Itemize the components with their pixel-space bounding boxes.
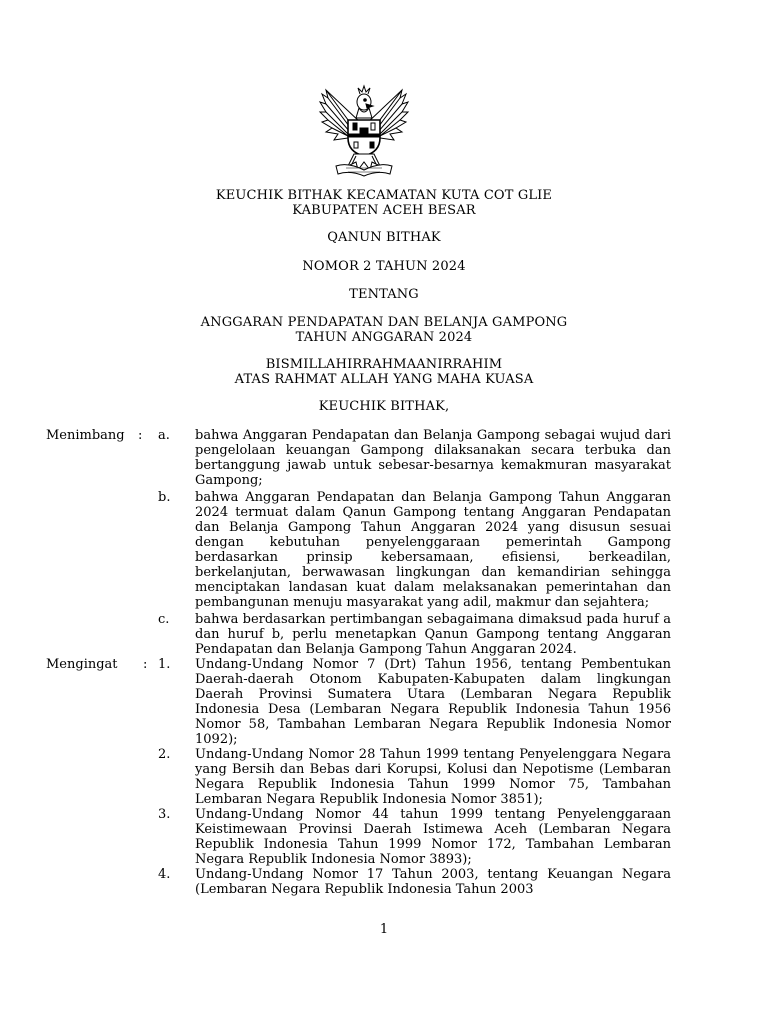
opening-block	[0, 357, 768, 387]
item-marker: 1.	[158, 657, 171, 672]
item-marker: c.	[158, 612, 170, 627]
garuda-emblem-icon	[318, 84, 410, 180]
subject-line-2: TAHUN ANGGARAN 2024	[295, 330, 473, 345]
mengingat-item-3	[0, 807, 768, 867]
authority-line: KEUCHIK BITHAK,	[318, 399, 450, 414]
item-marker: b.	[158, 490, 171, 505]
item-text: Undang-Undang Nomor 28 Tahun 1999 tentang Penyelenggara Negara yang Bersih dan Bebas dari Korupsi, Kolusi dan Nepotisme (Lembaran Negara Republik Indonesia Tahun 1999 Nomor 75, Tambahan Lembaran Negara Republik Indonesia Nomor 3851);	[195, 747, 671, 807]
item-text: Undang-Undang Nomor 7 (Drt) Tahun 1956, tentang Pembentukan Daerah-daerah Otonom Kabupaten-Kabupaten dalam lingkungan Daerah Provinsi Sumatera Utara (Lembaran Negara Republik Indonesia Desa (Lembaran Negara Republik Indonesia Tahun 1956 Nomor 58, Tambahan Lembaran Negara Republik Indonesia Nomor 1092);	[195, 657, 671, 747]
mengingat-item-1	[0, 657, 768, 747]
about-label: TENTANG	[349, 287, 419, 302]
menimbang-item-c	[0, 612, 768, 657]
item-marker: 4.	[158, 867, 171, 882]
item-text: bahwa berdasarkan pertimbangan sebagaimana dimaksud pada huruf a dan huruf b, perlu menetapkan Qanun Gampong tentang Anggaran Pendapatan dan Belanja Gampong Tahun Anggaran 2024.	[195, 612, 671, 657]
doc-number: NOMOR 2 TAHUN 2024	[302, 259, 466, 274]
menimbang-item-a	[0, 428, 768, 488]
item-marker: a.	[158, 428, 170, 443]
item-text: bahwa Anggaran Pendapatan dan Belanja Gampong Tahun Anggaran 2024 termuat dalam Qanun Gampong tentang Anggaran Pendapatan dan Belanja Gampong Tahun Anggaran 2024 yang disusun sesuai dengan kebutuhan penyelenggaraan pemerintah Gampong berdasarkan prinsip kebersamaan, efisiensi, berkeadilan, berkelanjutan, berwawasan lingkungan dan kemandirian sehingga menciptakan landasan kuat dalam melaksanakan pemerintahan dan pembangunan menuju masyarakat yang adil, makmur dan sejahtera;	[195, 490, 671, 610]
subject-line-1: ANGGARAN PENDAPATAN DAN BELANJA GAMPONG	[200, 315, 568, 330]
mengingat-item-2	[0, 747, 768, 807]
item-text: Undang-Undang Nomor 44 tahun 1999 tentang Penyelenggaraan Keistimewaan Provinsi Daerah Istimewa Aceh (Lembaran Negara Republik Indonesia Tahun 1999 Nomor 172, Tambahan Lembaran Negara Republik Indonesia Nomor 3893);	[195, 807, 671, 867]
item-text: bahwa Anggaran Pendapatan dan Belanja Gampong sebagai wujud dari pengelolaan keuangan Gampong dilaksanakan secara terbuka dan bertanggung jawab untuk sebesar-besarnya kemakmuran masyarakat Gampong;	[195, 428, 671, 488]
institution-line-2: KABUPATEN ACEH BESAR	[292, 203, 476, 218]
item-text: Undang-Undang Nomor 17 Tahun 2003, tentang Keuangan Negara (Lembaran Negara Republik Indonesia Tahun 2003	[195, 867, 671, 897]
item-marker: 2.	[158, 747, 171, 762]
heading-institution	[0, 188, 768, 218]
menimbang-label: Menimbang	[46, 428, 125, 443]
doc-type: QANUN BITHAK	[327, 230, 441, 245]
document-body	[0, 428, 768, 897]
opening-line-2: ATAS RAHMAT ALLAH YANG MAHA KUASA	[234, 372, 534, 387]
menimbang-colon: :	[138, 428, 143, 443]
mengingat-label: Mengingat	[46, 657, 118, 672]
mengingat-colon: :	[143, 657, 148, 672]
institution-line-1: KEUCHIK BITHAK KECAMATAN KUTA COT GLIE	[215, 188, 553, 203]
menimbang-item-b	[0, 490, 768, 610]
opening-line-1: BISMILLAHIRRAHMAANIRRAHIM	[265, 357, 503, 372]
page-number: 1	[379, 922, 389, 937]
mengingat-item-4	[0, 867, 768, 897]
subject-block	[0, 315, 768, 345]
item-marker: 3.	[158, 807, 171, 822]
